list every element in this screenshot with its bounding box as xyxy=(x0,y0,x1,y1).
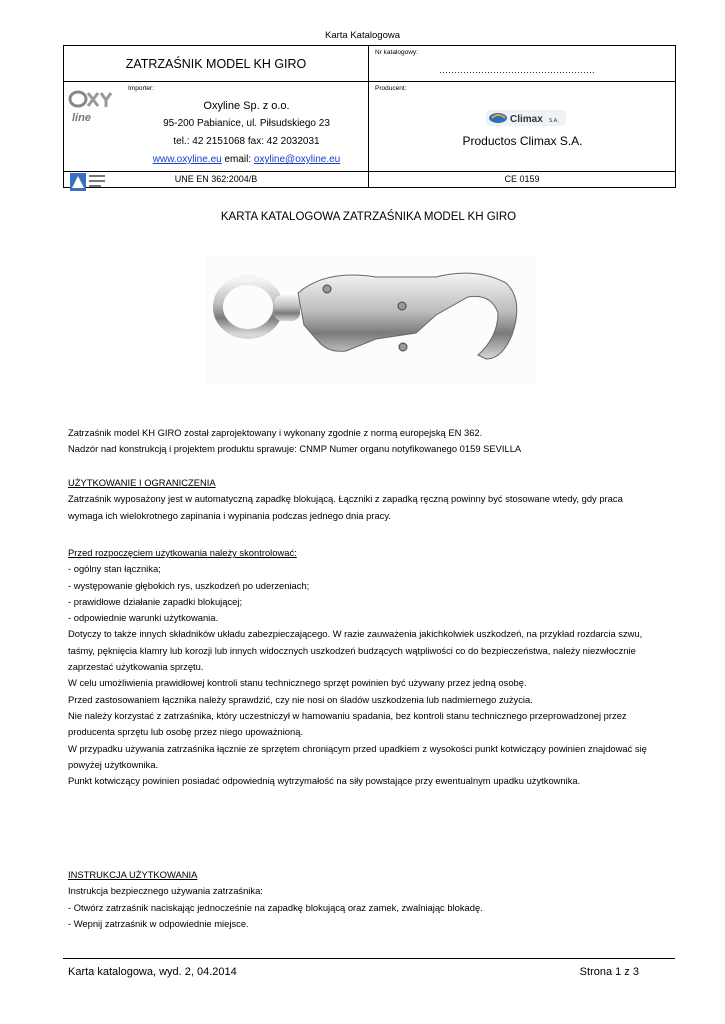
usage-line: wymaga ich wielokrotnego zapinania i wypinania podczas jednego dnia pracy. xyxy=(68,509,391,521)
importer-website-link[interactable]: www.oxyline.eu xyxy=(152,154,222,165)
inspection-line: W przypadku używania zatrzaśnika łącznie ze sprzętem chroniącym przed upadkiem z wysokości punkt kotwiczący powinien znajdować się xyxy=(68,742,647,754)
climax-logo-suffix: S.A. xyxy=(549,118,559,124)
instruction-line: - Otwórz zatrzaśnik naciskając jednocześnie na zapadkę blokującą oraz zamek, zwalniając blokadę. xyxy=(68,901,483,913)
inspection-line: - występowanie głębokich rys, uszkodzeń po uderzeniach; xyxy=(68,579,310,591)
section-usage-heading: UŻYTKOWANIE I OGRANICZENIA xyxy=(68,477,216,488)
inspection-line: - prawidłowe działanie zapadki blokującej; xyxy=(68,595,243,607)
climax-logo xyxy=(486,110,566,131)
catalog-number-value: ……………………………………………. xyxy=(439,65,595,75)
main-title: KARTA KATALOGOWA ZATRZAŚNIKA MODEL KH GIRO xyxy=(220,211,517,223)
inspection-line: Nie należy korzystać z zatrzaśnika, który uczestniczył w hamowaniu spadania, bez kontroli stanu technicznego przeprowadzonej przez xyxy=(68,709,627,721)
inspection-line: Dotyczy to także innych składników układu zabezpieczającego. W razie zauważenia jakichkolwiek uszkodzeń, na przykład rozdarcia szwu, xyxy=(68,628,643,640)
importer-phone: tel.: 42 2151068 fax: 42 2032031 xyxy=(173,136,320,147)
inspection-line: Punkt kotwiczący powinien posiadać odpowiednią wytrzymałość na siły powstające przy ewentualnym upadku użytkownika. xyxy=(68,775,581,787)
inspection-line: zaprzestać użytkowania sprzętu. xyxy=(68,661,204,673)
oxyline-logo xyxy=(68,88,116,133)
catalog-number-label: Nr katalogowy: xyxy=(375,49,418,56)
section-instructions-heading: INSTRUKCJA UŻYTKOWANIA xyxy=(68,869,198,880)
importer-name: Oxyline Sp. z o.o. xyxy=(203,100,290,112)
ce-cell: CE 0159 xyxy=(369,172,676,188)
importer-cell xyxy=(64,82,369,172)
climax-logo-text: Climax xyxy=(510,114,543,125)
importer-label: Importer: xyxy=(128,85,155,92)
importer-email-link[interactable]: oxyline@oxyline.eu xyxy=(253,154,341,165)
producer-label: Producent: xyxy=(375,85,407,92)
usage-line: Zatrzaśnik wyposażony jest w automatyczną zapadkę blokującą. Łączniki z zapadką ręczną powinny być stosowane wtedy, gdy praca xyxy=(68,493,623,505)
inspection-line: - odpowiednie warunki użytkowania. xyxy=(68,612,219,624)
inspection-line: W celu umożliwienia prawidłowej kontroli stanu technicznego sprzęt powinien być używany przez jedną osobę. xyxy=(68,677,527,689)
inspection-line: Przed zastosowaniem łącznika należy sprawdzić, czy nie nosi on śladów uszkodzenia lub nadmiernego zużycia. xyxy=(68,693,533,705)
section-inspection-heading: Przed rozpoczęciem użytkowania należy skontrolować: xyxy=(68,547,297,558)
footer-edition: Karta katalogowa, wyd. 2, 04.2014 xyxy=(68,966,237,978)
inspection-line: taśmy, pęknięcia klamry lub korozji lub innych widocznych uszkodzeń budzących wątpliwości co do bezpieczeństwa, należy niezwłocznie xyxy=(68,644,636,656)
importer-email-label: email: xyxy=(221,154,254,165)
instruction-line: Instrukcja bezpiecznego używania zatrzaśnika: xyxy=(68,885,263,897)
producer-cell xyxy=(369,82,676,172)
intro-line-2: Nadzór nad konstrukcją i projektem produktu sprawuje: CNMP Numer organu notyfikowanego 0159 SEVILLA xyxy=(68,443,522,455)
product-image xyxy=(206,255,536,390)
inspection-line: powyżej użytkownika. xyxy=(68,758,159,770)
inspection-line: producenta sprzętu lub osobę przez niego upoważnioną. xyxy=(68,726,304,738)
oxyline-logo-text: line xyxy=(72,112,91,124)
catalog-info-table xyxy=(63,45,676,188)
inspection-line: - ogólny stan łącznika; xyxy=(68,563,161,575)
page-header: Karta Katalogowa xyxy=(325,30,400,41)
standard-cell: UNE EN 362:2004/B xyxy=(64,172,369,188)
producer-name: Productos Climax S.A. xyxy=(462,134,583,148)
catalog-number-cell xyxy=(369,46,676,82)
product-title: ZATRZAŚNIK MODEL KH GIRO xyxy=(125,57,307,71)
footer-page-number: Strona 1 z 3 xyxy=(579,966,639,978)
importer-address: 95-200 Pabianice, ul. Piłsudskiego 23 xyxy=(163,118,330,129)
footer-divider xyxy=(63,958,675,959)
instruction-line: - Wepnij zatrzaśnik w odpowiednie miejsce. xyxy=(68,917,249,929)
intro-line-1: Zatrzaśnik model KH GIRO został zaprojektowany i wykonany zgodnie z normą europejską EN 362. xyxy=(68,427,483,438)
product-title-cell xyxy=(64,46,369,82)
